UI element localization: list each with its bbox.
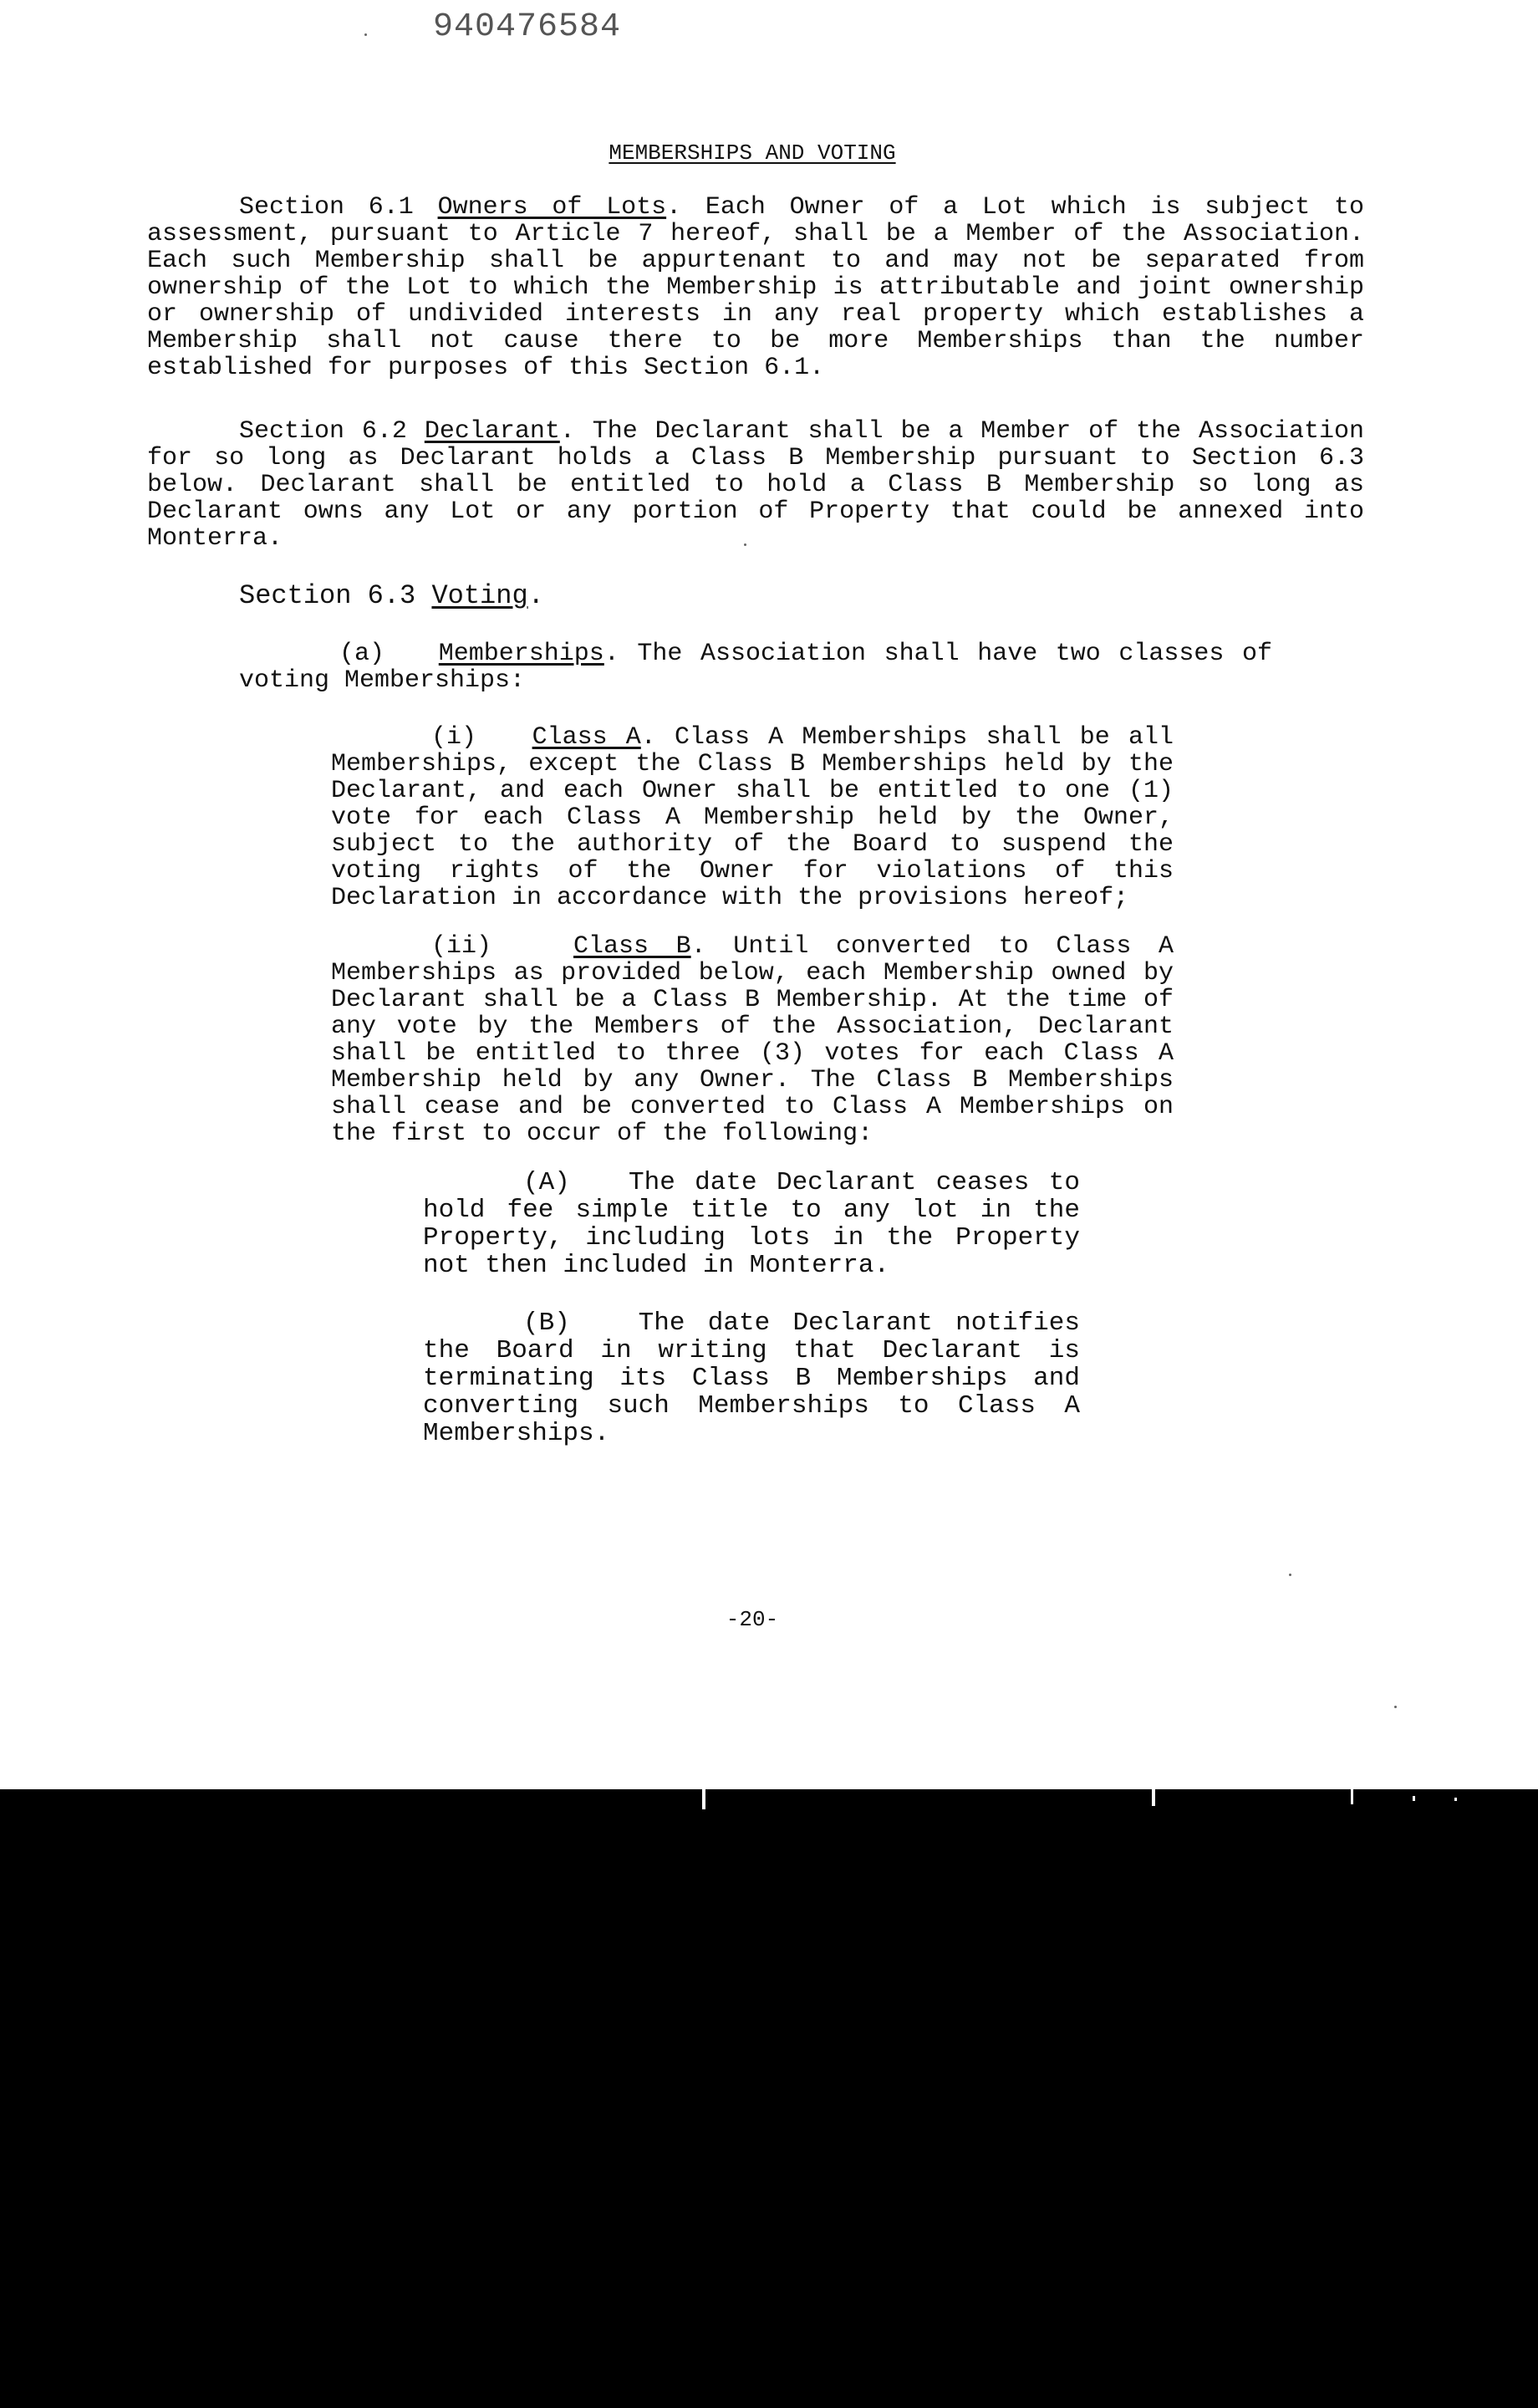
scan-speck: [744, 543, 746, 546]
item-ii-text: . Until converted to Class A Memberships as provided below, each Membership owned by Declarant shall be a Class B Membership. At the time of any vote by the Members of the Association, Declarant shall be entitled to three (3) votes for each Class A Membership held by any Owner. The Class B Memberships shall cease and be converted to Class A Memberships on the first to occur of the following:: [331, 932, 1174, 1148]
section-6-1-paragraph: [147, 194, 1364, 381]
scan-edge-mark: [702, 1789, 705, 1809]
item-ii-paragraph: [331, 933, 1174, 1147]
item-B-text: The date Declarant notifies the Board in writing that Declarant is terminating its Class B Memberships and converting such Memberships to Class A Memberships.: [423, 1309, 1080, 1448]
item-i-label: (i): [431, 723, 477, 752]
section-6-1-heading: Owners of Lots: [437, 193, 667, 222]
item-i: [331, 724, 1174, 911]
item-i-heading: Class A: [532, 723, 641, 752]
item-A-text: The date Declarant ceases to hold fee simple title to any lot in the Property, including lots in the Property not then included in Monterra.: [423, 1168, 1081, 1280]
section-6-1-text: . Each Owner of a Lot which is subject to assessment, pursuant to Article 7 hereof, shall be a Member of the Association. Each such Membership shall be appurtenant to and may not be separated from ownership of the Lot to which the Membership is attributable and joint ownership or ownership of undivided interests in any real property which establishes a Membership shall not cause there to be more Memberships than the number established for purposes of this Section 6.1.: [147, 193, 1364, 382]
section-6-2-label: Section 6.2: [239, 417, 407, 446]
subsection-a-text: . The Association shall have two classes of voting Memberships:: [239, 640, 1272, 695]
scan-edge-mark: [1413, 1796, 1415, 1801]
section-6-3-end: .: [527, 580, 544, 611]
page-title: MEMBERSHIPS AND VOTING: [609, 140, 896, 166]
subsection-a-paragraph: [239, 640, 1272, 694]
item-B-paragraph: [423, 1309, 1080, 1447]
item-i-text: . Class A Memberships shall be all Memberships, except the Class B Memberships held by the Declarant, and each Owner shall be entitled to one (1) vote for each Class A Membership held by the Owner, subject to the authority of the Board to suspend the voting rights of the Owner for violations of this Declaration in accordance with the provisions hereof;: [331, 723, 1174, 912]
scan-speck: [1289, 1574, 1291, 1576]
subsection-a-label: (a): [339, 640, 385, 668]
section-6-2-paragraph: [147, 418, 1364, 552]
subsection-a-heading: Memberships: [438, 640, 604, 668]
scan-edge-mark: [1152, 1789, 1155, 1806]
section-6-1: [147, 194, 1364, 381]
scan-speck: [1394, 1706, 1397, 1708]
item-i-paragraph: [331, 724, 1174, 911]
item-ii-heading: Class B: [573, 932, 691, 961]
section-6-2-heading: Declarant: [424, 417, 560, 446]
scan-edge-mark: [1454, 1798, 1457, 1801]
item-ii: [331, 933, 1174, 1147]
section-6-3-heading: Voting: [431, 580, 528, 611]
scan-speck: [364, 33, 367, 36]
page-number: -20-: [726, 1607, 779, 1632]
section-6-3-heading-line: [239, 580, 544, 611]
item-ii-label: (ii): [431, 932, 492, 961]
scan-edge-mark: [1351, 1789, 1353, 1804]
section-6-2: [147, 418, 1364, 552]
item-A-paragraph: [423, 1169, 1080, 1279]
section-6-1-label: Section 6.1: [239, 193, 414, 222]
item-A: [423, 1169, 1080, 1279]
section-6-3-label: Section 6.3: [239, 580, 416, 611]
item-B-label: (B): [523, 1309, 570, 1338]
document-id-stamp: 940476584: [433, 8, 622, 46]
subsection-a: [239, 640, 1272, 694]
section-6-2-text: . The Declarant shall be a Member of the Association for so long as Declarant holds a Class B Membership pursuant to Section 6.3 below. Declarant shall be entitled to hold a Class B Membership so long as Declarant owns any Lot or any portion of Property that could be annexed into Monterra.: [147, 417, 1364, 553]
item-A-label: (A): [523, 1168, 570, 1197]
item-B: [423, 1309, 1080, 1447]
